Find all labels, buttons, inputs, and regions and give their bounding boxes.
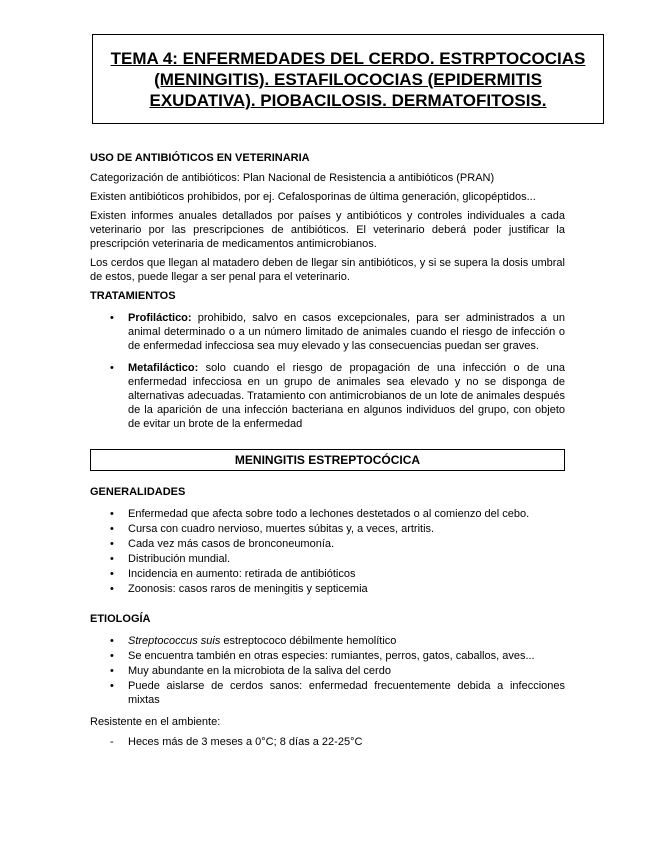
dash-icon: - — [110, 736, 114, 748]
bullet-icon: • — [110, 583, 114, 595]
list-item-text: Muy abundante en la microbiota de la saliva del cerdo — [128, 665, 391, 677]
bullet-icon: • — [110, 508, 114, 520]
bullet-icon: • — [110, 523, 114, 535]
section-title-box — [90, 449, 565, 471]
list-item-text: Puede aislarse de cerdos sanos: enfermedad frecuentemente debida a infecciones mixtas — [128, 680, 565, 706]
list-item — [90, 522, 565, 536]
species-name: Streptococcus suis — [128, 635, 221, 647]
list-item — [90, 567, 565, 581]
list-item-text: Se encuentra también en otras especies: rumiantes, perros, gatos, caballos, aves... — [128, 650, 535, 662]
term: Metafiláctico: — [128, 362, 199, 374]
list-item-text: Cada vez más casos de bronconeumonía. — [128, 538, 335, 550]
term-description: solo cuando el riesgo de propagación de una infección o de una enfermedad infecciosa en un grupo de animales sea elevado y no se disponga de alternativas adecuadas. Tratamiento con antimicrobianos de un lote de animales después de la aparición de una infección bacteriana en algunos individuos del grupo, con objeto de evitar un brote de la enfermedad — [128, 362, 565, 430]
paragraph: Los cerdos que llegan al matadero deben de llegar sin antibióticos, y si se supera la dosis umbral de estos, puede llegar a ser penal para el veterinario. — [90, 257, 565, 283]
bullet-icon: • — [110, 665, 114, 677]
list-item-text: Zoonosis: casos raros de meningitis y septicemia — [128, 583, 368, 595]
list-item-text: Cursa con cuadro nervioso, muertes súbitas y, a veces, artritis. — [128, 523, 435, 535]
dash-item — [90, 735, 565, 749]
list-item — [90, 507, 565, 521]
resistance-label: Resistente en el ambiente: — [90, 716, 221, 728]
paragraph: Existen antibióticos prohibidos, por ej. Cefalosporinas de última generación, glicopéptidos... — [90, 191, 536, 203]
list-item-text: Distribución mundial. — [128, 553, 231, 565]
bullet-icon: • — [110, 650, 114, 662]
section-title: MENINGITIS ESTREPTOCÓCICA — [234, 453, 421, 467]
list-item — [90, 679, 565, 707]
bullet-icon: • — [110, 568, 114, 580]
list-item — [90, 361, 565, 431]
list-item-text: Enfermedad que afecta sobre todo a lechones destetados o al comienzo del cebo. — [128, 508, 530, 520]
list-item — [90, 311, 565, 353]
bullet-icon: • — [110, 538, 114, 550]
list-item-text: Incidencia en aumento: retirada de antibióticos — [128, 568, 356, 580]
bullet-icon: • — [110, 635, 114, 647]
document-title: TEMA 4: ENFERMEDADES DEL CERDO. ESTRPTOCOCIAS (MENINGITIS). ESTAFILOCOCIAS (EPIDERMITIS EXUDATIVA). PIOBACILOSIS. DERMATOFITOSIS. — [110, 48, 586, 110]
generalidades-heading: GENERALIDADES — [90, 486, 186, 498]
bullet-icon: • — [110, 553, 114, 565]
list-item — [90, 537, 565, 551]
etiologia-heading: ETIOLOGÍA — [90, 613, 151, 625]
dash-item-text: Heces más de 3 meses a 0°C; 8 días a 22-25°C — [128, 736, 363, 748]
paragraph: Categorización de antibióticos: Plan Nacional de Resistencia a antibióticos (PRAN) — [90, 172, 495, 184]
list-item — [90, 649, 565, 663]
etiologia-list — [90, 634, 565, 707]
list-item — [90, 552, 565, 566]
list-item-text: estreptococo débilmente hemolítico — [220, 635, 397, 647]
bullet-icon: • — [110, 362, 114, 374]
list-item — [90, 582, 565, 596]
generalidades-list — [90, 507, 565, 596]
treatments-heading: TRATAMIENTOS — [90, 290, 176, 302]
document-body — [90, 151, 565, 749]
list-item — [90, 634, 565, 648]
bullet-icon: • — [110, 312, 114, 324]
list-item — [90, 664, 565, 678]
bullet-icon: • — [110, 680, 114, 692]
paragraph: Existen informes anuales detallados por países y antibióticos y controles individuales a cada veterinario por las prescripciones de antibióticos. El veterinario deberá poder justificar la prescripción veterinaria de medicamentos antimicrobianos. — [90, 210, 565, 250]
term: Profiláctico: — [128, 312, 192, 324]
antibiotics-heading: USO DE ANTIBIÓTICOS EN VETERINARIA — [90, 152, 310, 164]
term-description: prohibido, salvo en casos excepcionales, para ser administrados a un animal determinado o a un número limitado de animales cuando el riesgo de infección o de enfermedad infecciosa sea muy elevado y las consecuencias puedan ser graves. — [128, 312, 565, 352]
title-box — [92, 34, 604, 124]
treatments-list — [90, 311, 565, 431]
